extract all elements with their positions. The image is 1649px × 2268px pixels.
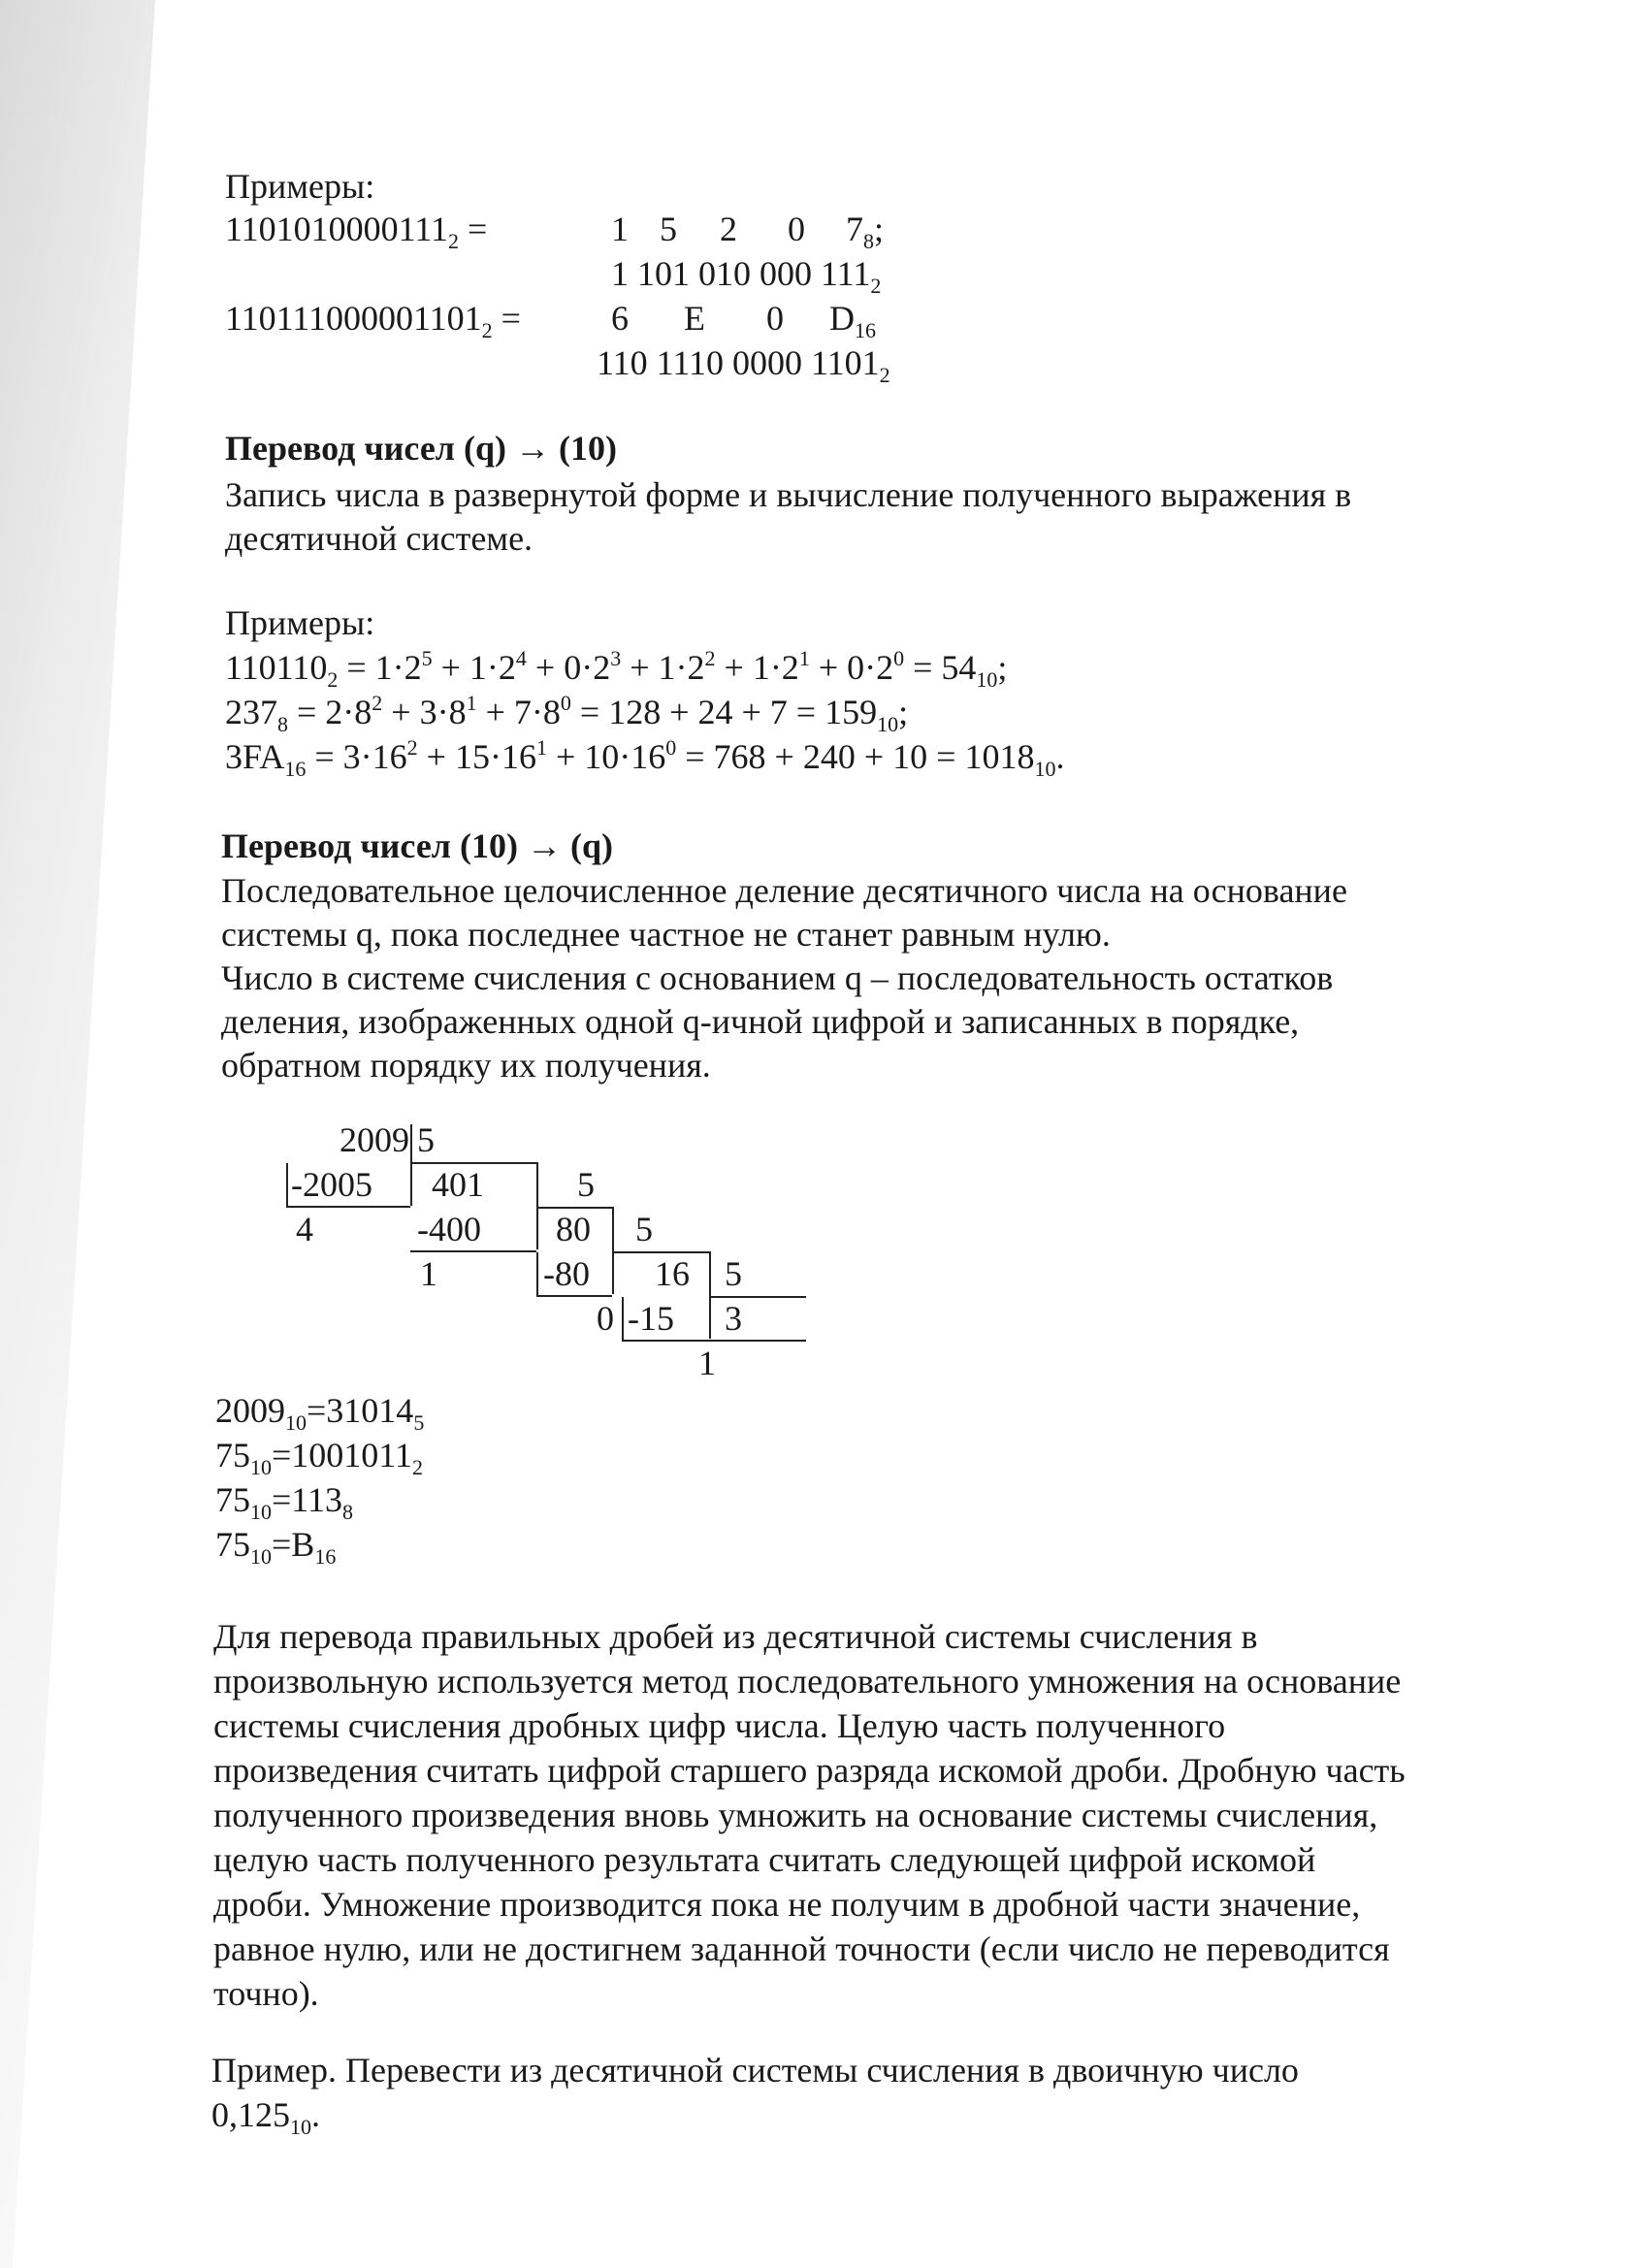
division-subtrahend: -400 <box>417 1210 481 1248</box>
binary-groups-triads: 1 101 010 000 $111_2$ <box>611 254 882 298</box>
result-line: $2009_{10}=31014_5$ <box>215 1391 425 1435</box>
scan-shadow-edge <box>0 0 155 2268</box>
division-bracket-horizontal <box>612 1251 709 1253</box>
hex-digit: E <box>684 299 705 338</box>
division-remainder: 4 <box>296 1210 313 1248</box>
division-divisor: 5 <box>725 1254 742 1293</box>
result-line: $75_{10}=B_{16}$ <box>215 1525 337 1569</box>
section-text-10-to-q: Последовательное целочисленное деление десятичного числа на основание системы q, пока последнее частное не станет равным нулю. Число в системе счисления с основанием q – последовательность остатков деления, изображенных одной q-ичной цифрой и записанных в порядке, обратном порядку их получения. <box>221 871 1347 1085</box>
result-line: $75_{10}=113_8$ <box>215 1480 353 1524</box>
final-example-number: $0,125_{10}$. <box>211 2095 320 2139</box>
hex-digit-last: $D_{16}$ <box>829 299 876 342</box>
example-binary-to-octal-lhs: $1101010000111_2$ = <box>225 210 488 253</box>
examples-heading-1: Примеры: <box>225 167 375 206</box>
octal-digit-last: $7_8$; <box>846 210 885 253</box>
division-minus-mark <box>536 1252 538 1295</box>
division-remainder: 1 <box>698 1344 716 1382</box>
long-division-diagram <box>286 1118 829 1409</box>
octal-digit: 1 <box>611 210 629 248</box>
division-quotient: 3 <box>725 1299 742 1338</box>
expansion-example-hex: $3FA_{16} = 3\cdot 16^2 + 15\cdot 16^1 + 10\cdot 16^0 = 768 + 240 + 10 = 1018_{10}$. <box>225 735 1065 781</box>
result-line: $75_{10}=1001011_2$ <box>215 1436 423 1479</box>
division-bracket-vertical <box>410 1124 412 1206</box>
division-minus-mark <box>286 1163 288 1206</box>
division-underline <box>286 1206 410 1208</box>
division-underline <box>536 1295 612 1297</box>
division-quotient: 80 <box>556 1210 591 1248</box>
division-remainder: 0 <box>597 1299 614 1338</box>
hex-digit: 6 <box>611 299 629 338</box>
division-remainder: 1 <box>420 1254 437 1293</box>
division-quotient: 16 <box>655 1254 690 1293</box>
section-heading-10-to-q: Перевод чисел (10) → (q) <box>221 826 613 865</box>
examples-heading-2: Примеры: <box>225 603 375 642</box>
division-divisor: 5 <box>417 1120 435 1159</box>
division-divisor: 5 <box>635 1210 653 1248</box>
expansion-example-binary: $110110_2 = 1\cdot 2^5 + 1\cdot 2^4 + 0\cdot 2^3 + 1\cdot 2^2 + 1\cdot 2^1 + 0\cdot 2^0 = 54_{10}$; <box>225 646 1008 692</box>
octal-digit: 2 <box>720 210 737 248</box>
division-minus-mark <box>622 1297 624 1340</box>
octal-digit: 5 <box>660 210 677 248</box>
division-dividend: 2009 <box>340 1120 409 1159</box>
division-bracket-horizontal <box>709 1296 806 1298</box>
example-binary-to-hex-lhs: $110111000001101_2$ = <box>225 299 521 342</box>
division-divisor: 5 <box>577 1165 595 1204</box>
division-bracket-vertical <box>612 1207 614 1294</box>
hex-digit: 0 <box>766 299 784 338</box>
fractions-paragraph: Для перевода правильных дробей из десятичной системы счисления в произвольную используется метод последовательного умножения на основание системы счисления дробных цифр числа. Целую часть полученного произведения считать цифрой старшего разряда искомой дроби. Дробную часть полученного произведения вновь умножить на основание системы счисления, целую часть полученного результата считать следующей цифрой искомой дроби. Умножение производится пока не получим в дробной части значение, равное нулю, или не достигнем заданной точности (если число не переводится точно). <box>213 1617 1406 2013</box>
division-underline <box>622 1340 806 1342</box>
division-bracket-vertical <box>536 1162 538 1249</box>
division-subtrahend: -15 <box>628 1299 674 1338</box>
division-subtrahend: -2005 <box>291 1165 372 1204</box>
section-text-q-to-10: Запись числа в развернутой форме и вычисление полученного выражения в десятичной системе. <box>225 475 1352 558</box>
division-bracket-horizontal <box>536 1207 612 1209</box>
final-example-line: Пример. Перевести из десятичной системы счисления в двоичную число <box>211 2051 1299 2090</box>
division-subtrahend: -80 <box>543 1254 590 1293</box>
division-quotient: 401 <box>432 1165 484 1204</box>
division-underline <box>410 1250 536 1252</box>
binary-groups-tetrads: 110 1110 0000 $1101_2$ <box>597 343 890 387</box>
expansion-example-octal: $237_8 = 2\cdot 8^2 + 3\cdot 8^1 + 7\cdot 8^0 = 128 + 24 + 7 = 159_{10}$; <box>225 691 909 736</box>
section-heading-q-to-10: Перевод чисел (q) → (10) <box>225 429 617 468</box>
division-bracket-horizontal <box>410 1162 536 1164</box>
division-bracket-vertical <box>709 1251 711 1339</box>
octal-digit: 0 <box>788 210 805 248</box>
